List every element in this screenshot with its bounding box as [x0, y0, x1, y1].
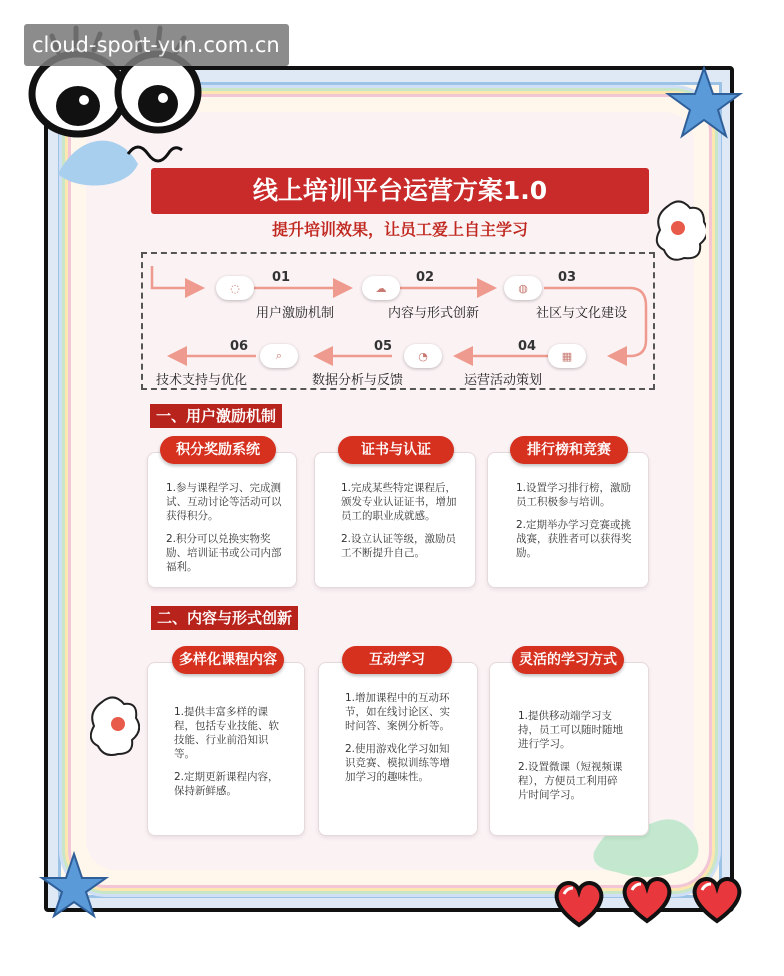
content-card — [318, 662, 478, 836]
card-title: 互动学习 — [342, 646, 452, 674]
calendar-icon: ▦ — [548, 344, 586, 368]
star-icon — [664, 64, 744, 144]
step-number: 02 — [416, 270, 435, 285]
card-text: 2.定期举办学习竞赛或挑战赛，获胜者可以获得奖励。 — [516, 519, 632, 559]
step-label: 用户激励机制 — [256, 306, 335, 321]
content-card — [314, 452, 476, 588]
step-number: 06 — [230, 339, 249, 354]
step-number: 05 — [374, 339, 393, 354]
card-title: 排行榜和竞赛 — [510, 436, 628, 464]
page-title: 线上培训平台运营方案1.0 — [151, 168, 649, 214]
section-heading: 二、内容与形式创新 — [151, 606, 298, 630]
step-label: 内容与形式创新 — [388, 306, 480, 321]
heart-icon — [552, 878, 606, 928]
card-text: 1.完成某些特定课程后，颁发专业认证证书，增加员工的职业成就感。 — [341, 482, 457, 522]
content-card — [487, 452, 649, 588]
watermark: cloud-sport-yun.com.cn — [24, 24, 289, 66]
step-number: 03 — [558, 270, 577, 285]
step-label: 数据分析与反馈 — [312, 373, 404, 388]
card-text: 2.积分可以兑换实物奖励、培训证书或公司内部福利。 — [166, 533, 282, 573]
card-title: 证书与认证 — [338, 436, 454, 464]
heart-icon — [690, 874, 744, 924]
card-text: 1.增加课程中的互动环节，如在线讨论区、实时问答、案例分析等。 — [345, 692, 450, 732]
step-label: 技术支持与优化 — [156, 373, 248, 388]
message-icon: ◍ — [504, 276, 542, 300]
step-number: 01 — [272, 270, 291, 285]
content-card — [147, 662, 305, 836]
card-text: 2.设置微课（短视频课程），方便员工利用碎片时间学习。 — [518, 761, 623, 801]
content-card — [147, 452, 297, 588]
cloud-face-icon — [654, 196, 706, 262]
step-label: 社区与文化建设 — [536, 306, 628, 321]
section-heading: 一、用户激励机制 — [150, 404, 282, 428]
content-card — [489, 662, 649, 836]
chat-icon: ◌ — [216, 276, 254, 300]
page-subtitle: 提升培训效果，让员工爱上自主学习 — [271, 220, 528, 239]
card-text: 1.提供丰富多样的课程，包括专业技能、软技能、行业前沿知识等。 — [174, 706, 279, 760]
card-text: 1.提供移动端学习支持，员工可以随时随地进行学习。 — [518, 710, 623, 750]
card-text: 1.参与课程学习、完成测试、互动讨论等活动可以获得积分。 — [166, 482, 282, 522]
cloud-icon: ☁ — [362, 276, 400, 300]
search-icon: ⌕ — [260, 344, 298, 368]
card-title: 灵活的学习方式 — [512, 646, 624, 674]
star-icon — [38, 850, 110, 922]
heart-icon — [620, 874, 674, 924]
cloud-face-icon — [90, 694, 140, 756]
card-title: 积分奖励系统 — [160, 436, 276, 464]
card-text: 2.定期更新课程内容，保持新鲜感。 — [174, 771, 279, 797]
card-text: 2.设立认证等级，激励员工不断提升自己。 — [341, 533, 457, 559]
card-title: 多样化课程内容 — [172, 646, 284, 674]
chart-icon: ◔ — [404, 344, 442, 368]
card-text: 2.使用游戏化学习如知识竞赛、模拟训练等增加学习的趣味性。 — [345, 743, 450, 783]
card-text: 1.设置学习排行榜，激励员工积极参与培训。 — [516, 482, 632, 508]
step-label: 运营活动策划 — [464, 373, 543, 388]
step-number: 04 — [518, 339, 537, 354]
